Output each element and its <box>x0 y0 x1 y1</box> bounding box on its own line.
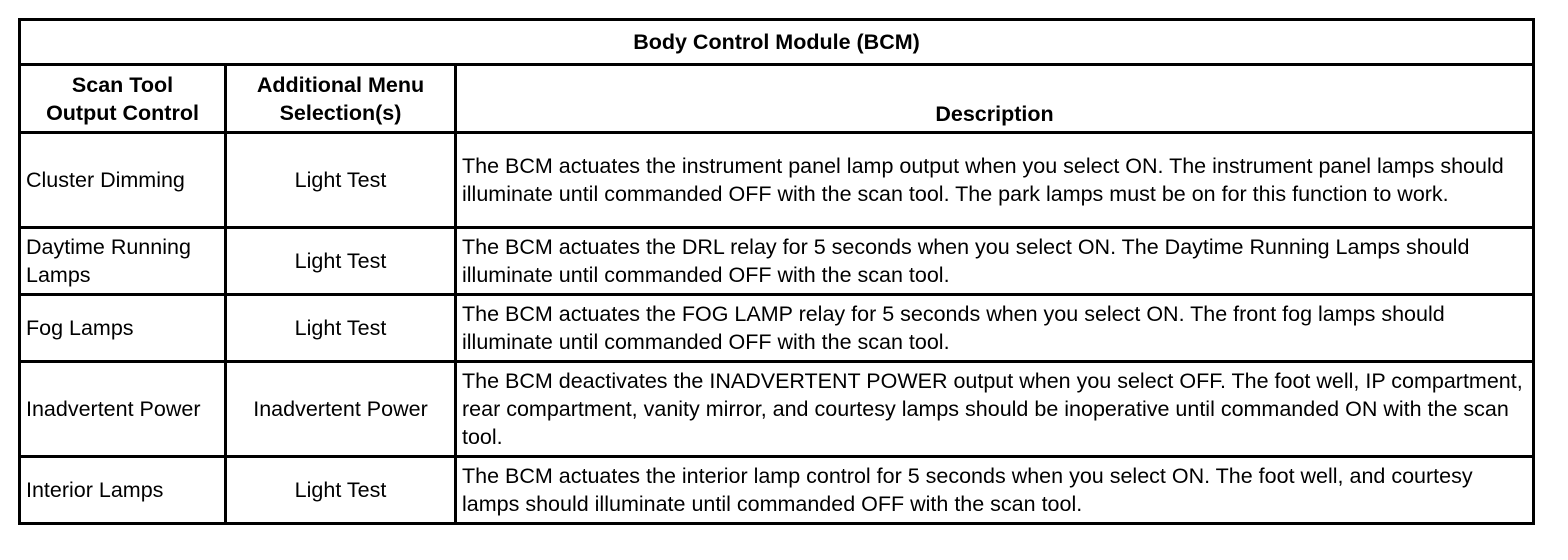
table-title: Body Control Module (BCM) <box>20 20 1534 65</box>
output-control-cell: Inadvertent Power <box>20 362 226 457</box>
header-description: Description <box>456 65 1534 133</box>
description-cell: The BCM actuates the DRL relay for 5 seconds when you select ON. The Daytime Running Lamps should illuminate until commanded OFF with the scan tool. <box>456 228 1534 295</box>
output-control-cell: Daytime Running Lamps <box>20 228 226 295</box>
table-title-row <box>20 20 1534 65</box>
header-row <box>20 65 1534 133</box>
table-row <box>20 457 1534 524</box>
header-output-control-line2: Output Control <box>46 100 199 125</box>
description-cell: The BCM actuates the FOG LAMP relay for 5 seconds when you select ON. The front fog lamps should illuminate until commanded OFF with the scan tool. <box>456 295 1534 362</box>
menu-selection-cell: Inadvertent Power <box>226 362 456 457</box>
menu-selection-cell: Light Test <box>226 133 456 228</box>
table-row <box>20 133 1534 228</box>
table-row <box>20 362 1534 457</box>
menu-selection-cell: Light Test <box>226 457 456 524</box>
menu-selection-cell: Light Test <box>226 228 456 295</box>
output-control-cell: Fog Lamps <box>20 295 226 362</box>
header-output-control-line1: Scan Tool <box>71 72 174 97</box>
table-row <box>20 228 1534 295</box>
table-row <box>20 295 1534 362</box>
header-menu-selection-line1: Additional Menu <box>256 72 425 97</box>
description-cell: The BCM deactivates the INADVERTENT POWER output when you select OFF. The foot well, IP compartment, rear compartment, vanity mirror, and courtesy lamps should be inoperative until commanded ON with the scan tool. <box>456 362 1534 457</box>
header-menu-selection-line2: Selection(s) <box>279 100 402 125</box>
header-menu-selection <box>226 65 456 133</box>
output-control-cell: Cluster Dimming <box>20 133 226 228</box>
description-cell: The BCM actuates the interior lamp control for 5 seconds when you select ON. The foot well, and courtesy lamps should illuminate until commanded OFF with the scan tool. <box>456 457 1534 524</box>
bcm-output-control-table <box>18 18 1535 525</box>
description-cell: The BCM actuates the instrument panel lamp output when you select ON. The instrument panel lamps should illuminate until commanded OFF with the scan tool. The park lamps must be on for this function to work. <box>456 133 1534 228</box>
header-output-control <box>20 65 226 133</box>
output-control-cell: Interior Lamps <box>20 457 226 524</box>
menu-selection-cell: Light Test <box>226 295 456 362</box>
